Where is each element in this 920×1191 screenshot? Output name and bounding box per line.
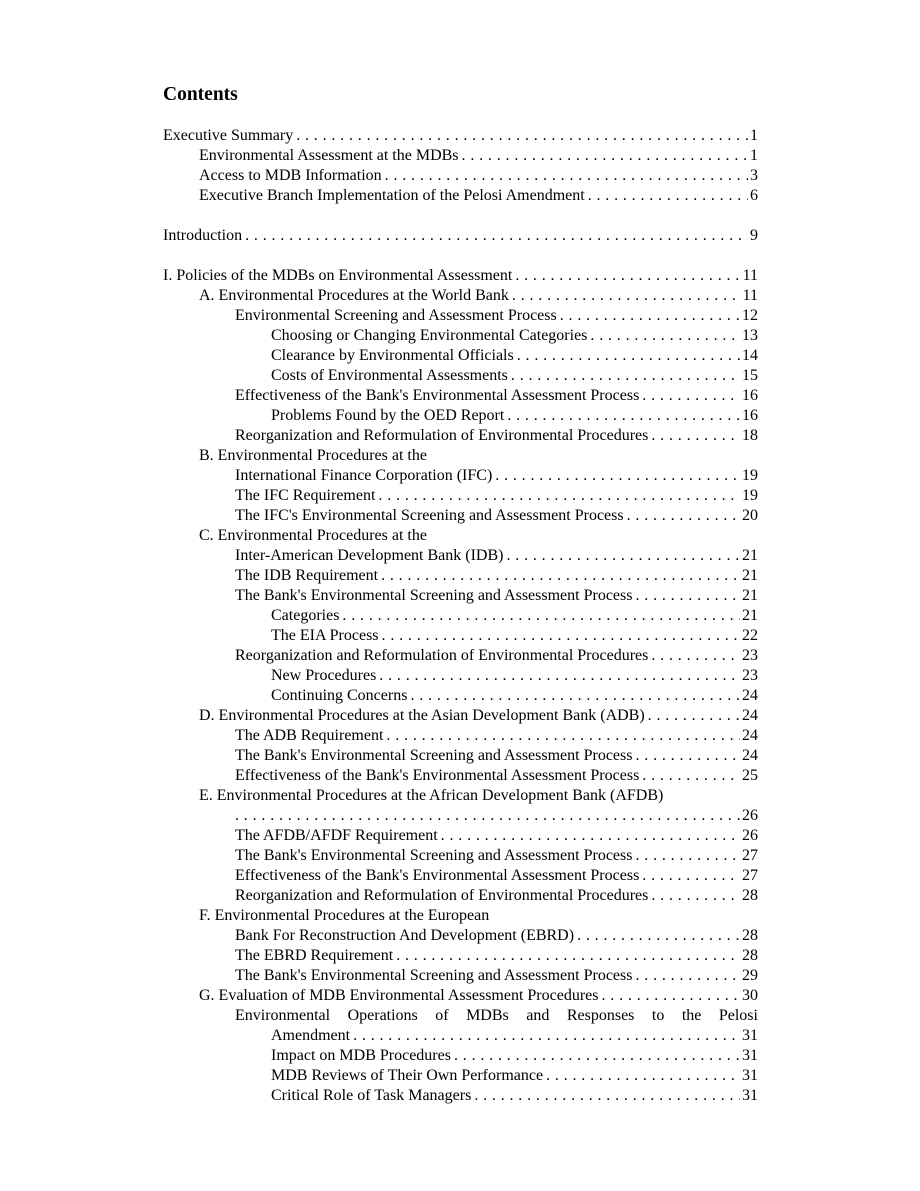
toc-word: Operations xyxy=(347,1007,418,1024)
toc-entry[interactable] xyxy=(163,126,758,146)
toc-entry[interactable] xyxy=(163,146,758,166)
toc-entry-page: 27 xyxy=(742,867,758,884)
toc-entry-page: 15 xyxy=(742,367,758,384)
toc-word: and xyxy=(526,1007,550,1024)
toc-entry-title: Bank For Reconstruction And Development (EBRD) xyxy=(235,926,577,946)
toc-entry-title: Access to MDB Information xyxy=(199,166,385,186)
toc-entry[interactable] xyxy=(163,1046,758,1066)
toc-entry[interactable] xyxy=(163,306,758,326)
toc-entry[interactable] xyxy=(163,286,758,306)
toc-entry-title: The Bank's Environmental Screening and Assessment Process xyxy=(235,966,635,986)
toc-entry-title: Inter-American Development Bank (IDB) xyxy=(235,546,506,566)
toc-entry[interactable] xyxy=(163,406,758,426)
toc-entry[interactable] xyxy=(163,826,758,846)
toc-entry[interactable] xyxy=(163,746,758,766)
toc-entry-title: G. Evaluation of MDB Environmental Assessment Procedures xyxy=(199,986,602,1006)
toc-entry[interactable] xyxy=(163,706,758,726)
toc-entry[interactable] xyxy=(163,1086,758,1106)
toc-entry-page: 12 xyxy=(742,307,758,324)
toc-word: Responses xyxy=(566,1007,635,1024)
toc-entry-title: The EBRD Requirement xyxy=(235,946,396,966)
toc-entry[interactable] xyxy=(163,1066,758,1086)
toc-entry-page: 11 xyxy=(742,267,758,284)
toc-entry[interactable] xyxy=(163,346,758,366)
toc-entry-title: The Bank's Environmental Screening and Assessment Process xyxy=(235,586,635,606)
toc-entry-title: Critical Role of Task Managers xyxy=(271,1086,474,1106)
toc-entry-title: Effectiveness of the Bank's Environmental Assessment Process xyxy=(235,386,642,406)
toc-entry-page: 16 xyxy=(742,387,758,404)
toc-entry-title: Executive Summary xyxy=(163,126,296,146)
toc-entry-title: Environmental Screening and Assessment Process xyxy=(235,306,560,326)
toc-entry-page: 30 xyxy=(742,987,758,1004)
toc-entry-page: 31 xyxy=(742,1047,758,1064)
toc-entry[interactable] xyxy=(163,766,758,786)
toc-entry-title: Choosing or Changing Environmental Categories xyxy=(271,326,590,346)
toc-entry-page: 21 xyxy=(742,567,758,584)
toc-word: Pelosi xyxy=(718,1007,758,1024)
toc-entry-title: F. Environmental Procedures at the European xyxy=(199,907,490,924)
toc-entry-page: 28 xyxy=(742,887,758,904)
toc-entry-title: MDB Reviews of Their Own Performance xyxy=(271,1066,546,1086)
toc-entry[interactable] xyxy=(163,226,758,246)
page-title: Contents xyxy=(163,84,238,105)
toc-entry-page: 22 xyxy=(742,627,758,644)
toc-entry[interactable] xyxy=(163,686,758,706)
toc-entry[interactable] xyxy=(163,486,758,506)
toc-entry-title: Executive Branch Implementation of the Pelosi Amendment xyxy=(199,186,588,206)
toc-entry[interactable] xyxy=(163,266,758,286)
toc-entry[interactable] xyxy=(163,926,758,946)
toc-entry-page: 31 xyxy=(742,1087,758,1104)
toc-entry[interactable] xyxy=(163,386,758,406)
toc-entry[interactable] xyxy=(163,366,758,386)
toc-entry-page: 31 xyxy=(742,1067,758,1084)
toc-entry-title: E. Environmental Procedures at the African Development Bank (AFDB) xyxy=(199,787,664,804)
toc-entry-page: 25 xyxy=(742,767,758,784)
toc-entry-page: 11 xyxy=(742,287,758,304)
toc-entry[interactable] xyxy=(163,566,758,586)
toc-entry-page: 28 xyxy=(742,927,758,944)
toc-entry-title: The IDB Requirement xyxy=(235,566,381,586)
toc-entry-title: Clearance by Environmental Officials xyxy=(271,346,517,366)
toc-entry-title: The Bank's Environmental Screening and Assessment Process xyxy=(235,846,635,866)
toc-entry-page: 31 xyxy=(742,1027,758,1044)
toc-entry[interactable] xyxy=(163,546,758,566)
toc-entry[interactable] xyxy=(163,866,758,886)
toc-entry[interactable] xyxy=(163,846,758,866)
toc-entry-page: 23 xyxy=(742,667,758,684)
toc-entry[interactable] xyxy=(163,166,758,186)
toc-entry-title: Introduction xyxy=(163,226,245,246)
toc-entry[interactable] xyxy=(163,986,758,1006)
toc-entry-page: 9 xyxy=(750,227,758,244)
toc-entry[interactable] xyxy=(163,886,758,906)
toc-entry[interactable] xyxy=(163,666,758,686)
toc-entry-title: Amendment xyxy=(271,1026,353,1046)
toc-word: to xyxy=(651,1007,665,1024)
toc-entry[interactable] xyxy=(163,426,758,446)
toc-entry-page: 14 xyxy=(742,347,758,364)
toc-entry[interactable] xyxy=(163,506,758,526)
toc-entry-title: Reorganization and Reformulation of Environmental Procedures xyxy=(235,426,651,446)
toc-entry[interactable] xyxy=(163,1026,758,1046)
toc-entry[interactable] xyxy=(163,646,758,666)
toc-word: Environmental xyxy=(235,1007,331,1024)
toc-entry-title: Reorganization and Reformulation of Environmental Procedures xyxy=(235,646,651,666)
toc-entry[interactable] xyxy=(163,806,758,826)
toc-entry-title: Problems Found by the OED Report xyxy=(271,406,507,426)
toc-entry-title: Reorganization and Reformulation of Environmental Procedures xyxy=(235,886,651,906)
toc-entry-title: The AFDB/AFDF Requirement xyxy=(235,826,441,846)
toc-section-heading[interactable] xyxy=(163,906,758,926)
toc-entry-page: 19 xyxy=(742,487,758,504)
toc-entry-page: 27 xyxy=(742,847,758,864)
toc-entry-page: 13 xyxy=(742,327,758,344)
toc-section-heading[interactable] xyxy=(163,786,758,806)
toc-entry-title: The IFC's Environmental Screening and Assessment Process xyxy=(235,506,627,526)
toc-entry-page: 6 xyxy=(750,187,758,204)
toc-entry-page: 21 xyxy=(742,547,758,564)
toc-section-heading[interactable] xyxy=(163,446,758,466)
toc-entry-title: Costs of Environmental Assessments xyxy=(271,366,511,386)
toc-entry[interactable] xyxy=(163,586,758,606)
toc-entry-page: 28 xyxy=(742,947,758,964)
toc-entry-page: 18 xyxy=(742,427,758,444)
toc-word: the xyxy=(681,1007,702,1024)
toc-word: MDBs xyxy=(466,1007,509,1024)
toc-entry-title: I. Policies of the MDBs on Environmental Assessment xyxy=(163,266,515,286)
toc-entry-title: The Bank's Environmental Screening and Assessment Process xyxy=(235,746,635,766)
toc-entry[interactable] xyxy=(163,946,758,966)
toc-entry-page: 21 xyxy=(742,587,758,604)
toc-entry[interactable] xyxy=(163,966,758,986)
toc-word: of xyxy=(435,1007,449,1024)
toc-entry-page: 19 xyxy=(742,467,758,484)
toc-entry-page: 26 xyxy=(742,807,758,824)
toc-entry[interactable] xyxy=(163,606,758,626)
toc-entry-title: Categories xyxy=(271,606,342,626)
toc-entry-title: The EIA Process xyxy=(271,626,382,646)
toc-entry[interactable] xyxy=(163,626,758,646)
toc-entry[interactable] xyxy=(163,726,758,746)
toc-entry-wrapped[interactable] xyxy=(163,1006,758,1026)
toc-entry[interactable] xyxy=(163,326,758,346)
toc-entry-title: B. Environmental Procedures at the xyxy=(199,447,427,464)
toc-entry-page: 1 xyxy=(750,127,758,144)
toc-entry[interactable] xyxy=(163,186,758,206)
toc-entry-title: The IFC Requirement xyxy=(235,486,378,506)
toc-entry-page: 23 xyxy=(742,647,758,664)
toc-entry-title: Impact on MDB Procedures xyxy=(271,1046,454,1066)
table-of-contents xyxy=(163,126,758,1106)
toc-entry-title: Effectiveness of the Bank's Environmental Assessment Process xyxy=(235,866,642,886)
toc-entry-page: 26 xyxy=(742,827,758,844)
toc-entry-page: 3 xyxy=(750,167,758,184)
toc-entry-page: 21 xyxy=(742,607,758,624)
toc-entry-title: A. Environmental Procedures at the World Bank xyxy=(199,286,512,306)
toc-entry-title: The ADB Requirement xyxy=(235,726,386,746)
toc-entry[interactable] xyxy=(163,466,758,486)
toc-entry-page: 24 xyxy=(742,727,758,744)
toc-entry-title: Effectiveness of the Bank's Environmental Assessment Process xyxy=(235,766,642,786)
toc-section-heading[interactable] xyxy=(163,526,758,546)
toc-entry-page: 24 xyxy=(742,747,758,764)
toc-entry-title: D. Environmental Procedures at the Asian Development Bank (ADB) xyxy=(199,706,648,726)
toc-entry-title: International Finance Corporation (IFC) xyxy=(235,466,495,486)
toc-entry-page: 1 xyxy=(750,147,758,164)
toc-entry-title: Continuing Concerns xyxy=(271,686,410,706)
toc-entry-title: C. Environmental Procedures at the xyxy=(199,527,427,544)
toc-entry-page: 24 xyxy=(742,707,758,724)
toc-entry-title: New Procedures xyxy=(271,666,379,686)
toc-entry-page: 16 xyxy=(742,407,758,424)
toc-entry-title: Environmental Assessment at the MDBs xyxy=(199,146,462,166)
toc-entry-page: 29 xyxy=(742,967,758,984)
toc-entry-page: 24 xyxy=(742,687,758,704)
toc-entry-page: 20 xyxy=(742,507,758,524)
